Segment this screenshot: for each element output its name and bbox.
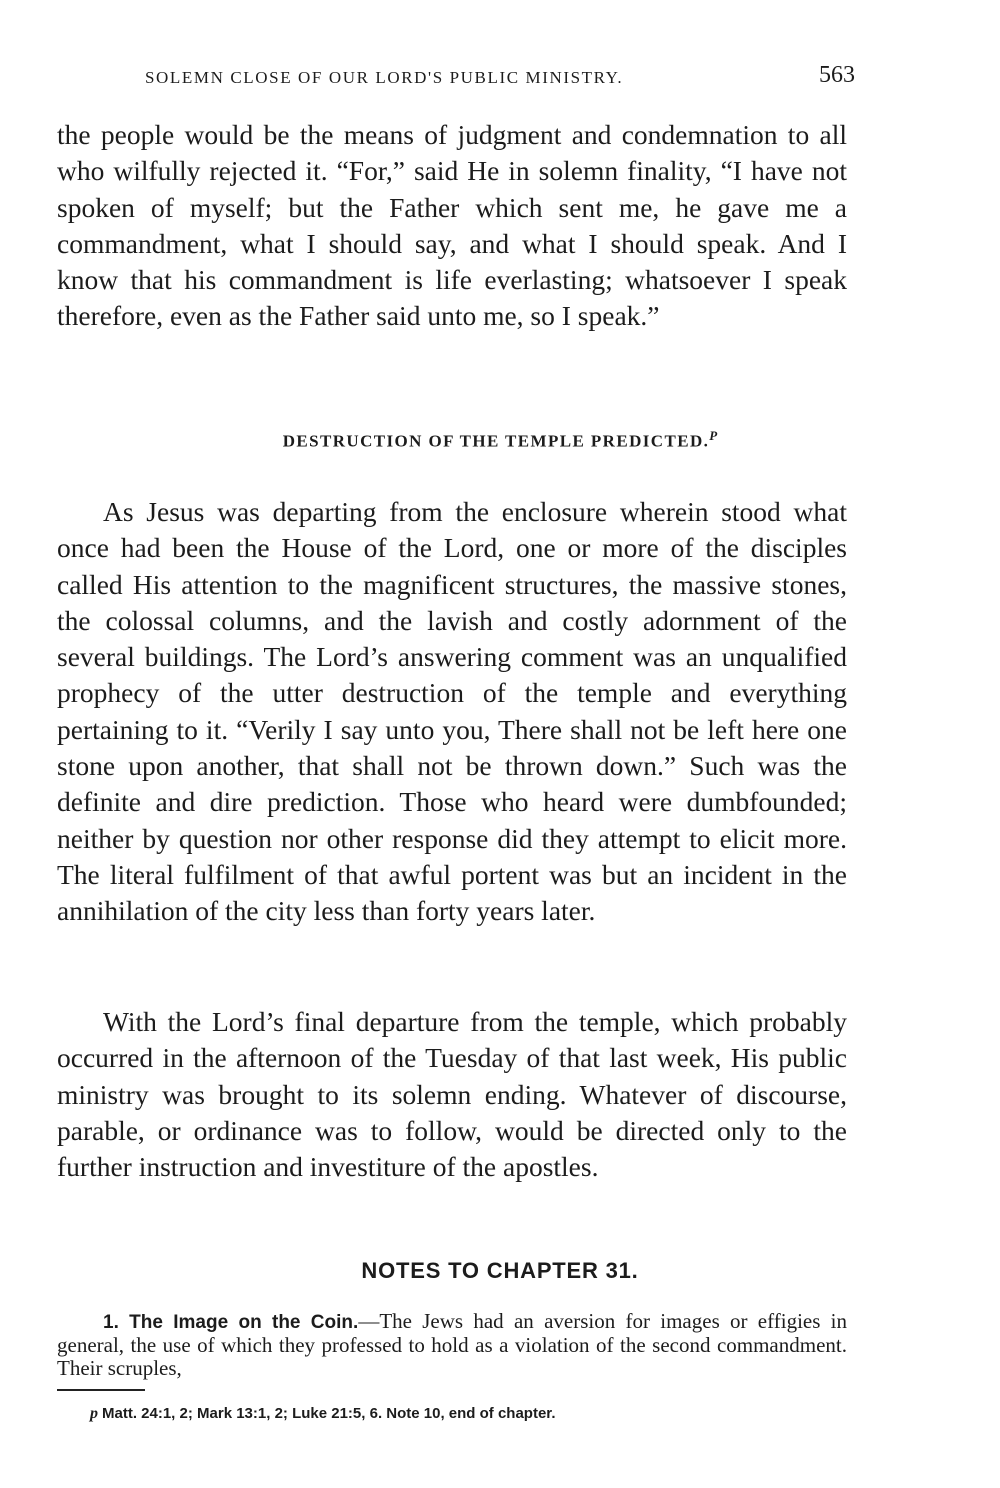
- paragraph-2: As Jesus was departing from the enclosure wherein stood what once had been the House of the Lord, one or more of the disciples called His attention to the magnificent structures, the massive stones, the colossal columns, and the lavish and costly adornment of the several buildings. The Lord’s answering comment was an unqualified prophecy of the utter destruction of the temple and everything pertaining to it. “Verily I say unto you, There shall not be left here one stone upon another, that shall not be thrown down.” Such was the definite and dire prediction. Those who heard were dumbfounded; neither by question nor other response did they attempt to elicit more. The literal fulfilment of that awful portent was but an incident in the annihilation of the city less than forty years later.: [57, 496, 847, 927]
- notes-heading: NOTES TO CHAPTER 31.: [361, 1258, 639, 1283]
- paragraph-1: the people would be the means of judgment and condemnation to all who wilfully rejected it. “For,” said He in solemn finality, “I have not spoken of myself; but the Father which sent me, he gave me a commandment, what I should say, and what I should speak. And I know that his commandment is life everlasting; whatsoever I speak therefore, even as the Father said unto me, so I speak.”: [57, 119, 847, 332]
- footnote-mark: p: [90, 1405, 98, 1422]
- paragraph-3: With the Lord’s final departure from the temple, which probably occurred in the afternoon of the Tuesday of that last week, His public ministry was brought to its solemn ending. Whatever of discourse, parable, or ordinance was to follow, would be directed only to the further instruction and investiture of the apostles.: [57, 1006, 847, 1183]
- note-number: 1.: [103, 1312, 119, 1333]
- section-footnote-mark: P: [709, 428, 718, 443]
- note-body: —The Jews had an aversion for images or effigies in general, the use of which they professed to hold as a violation of the second commandment. Their scruples,: [57, 1309, 848, 1380]
- footnote-divider: [57, 1389, 145, 1391]
- note-1: [57, 1310, 847, 1380]
- running-head-title: SOLEMN CLOSE OF OUR LORD'S PUBLIC MINISTRY.: [145, 68, 624, 87]
- page-number: 563: [819, 62, 855, 88]
- section-heading-text: DESTRUCTION OF THE TEMPLE PREDICTED.: [282, 431, 710, 451]
- running-head: [145, 62, 855, 92]
- section-heading: [0, 428, 1000, 452]
- footnote: [90, 1405, 556, 1423]
- footnote-text: Matt. 24:1, 2; Mark 13:1, 2; Luke 21:5, 6. Note 10, end of chapter.: [102, 1405, 556, 1422]
- note-title: The Image on the Coin.: [129, 1312, 359, 1333]
